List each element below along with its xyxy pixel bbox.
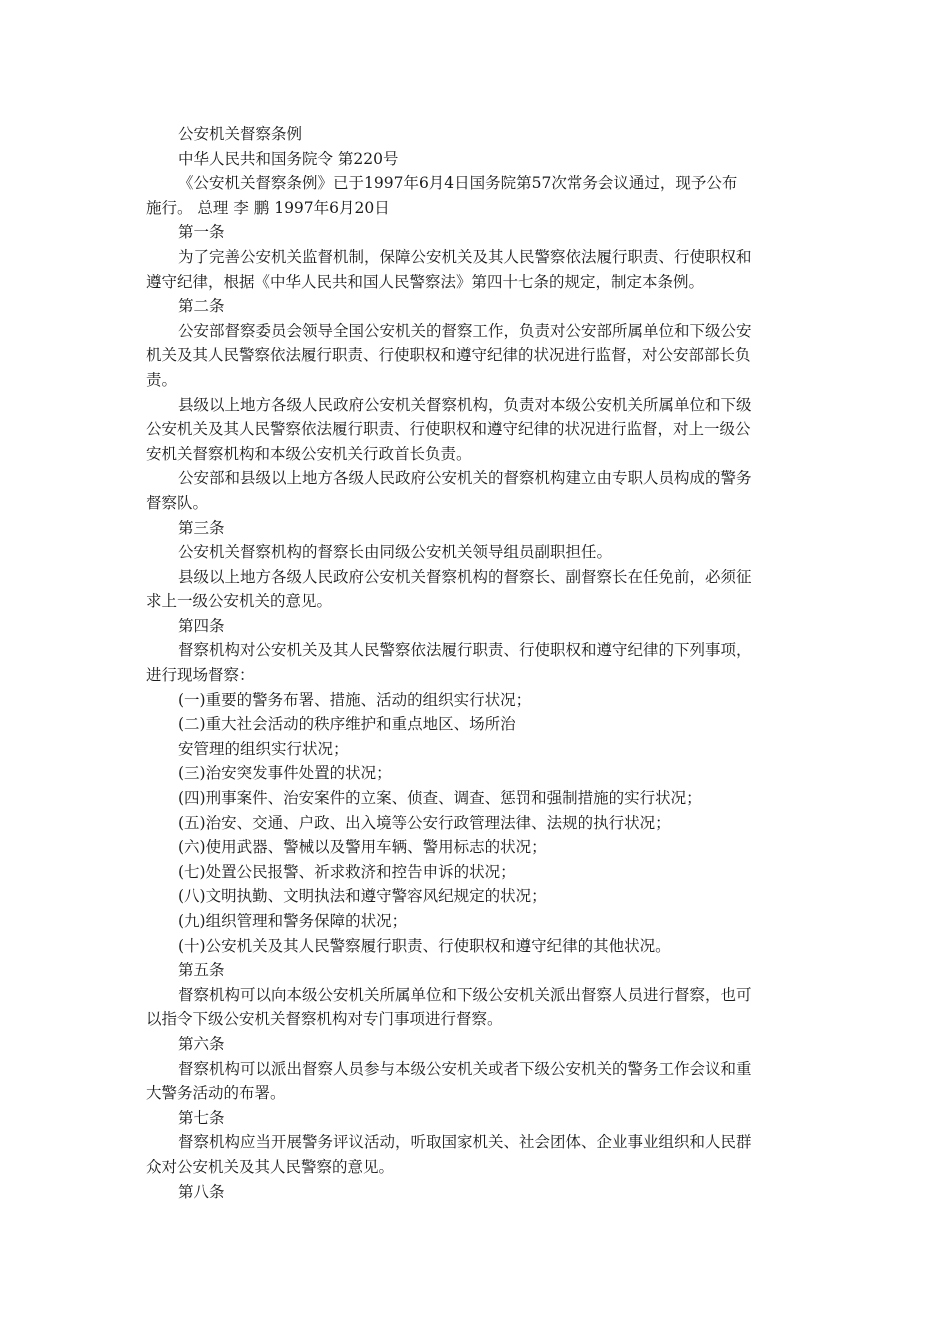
text-line: 第一条	[178, 223, 225, 242]
text-line: 求上一级公安机关的意见。	[146, 592, 333, 611]
text-line: 大警务活动的布署。	[146, 1084, 286, 1103]
text-line: 第六条	[178, 1034, 225, 1053]
text-line: 以指令下级公安机关督察机构对专门事项进行督察。	[146, 1010, 503, 1029]
text-line: (十)公安机关及其人民警察履行职责、行使职权和遵守纪律的其他状况。	[178, 936, 671, 955]
text-line: (五)治安、交通、户政、出入境等公安行政管理法律、法规的执行状况；	[178, 813, 671, 832]
text-line: 《公安机关督察条例》已于1997年6月4日国务院第57次常务会议通过，现予公布	[178, 174, 738, 193]
text-line: 安管理的组织实行状况；	[178, 739, 349, 758]
text-line: 督察机构对公安机关及其人民警察依法履行职责、行使职权和遵守纪律的下列事项，	[178, 641, 752, 660]
text-line: (九)组织管理和警务保障的状况；	[178, 912, 408, 930]
text-line: 进行现场督察：	[146, 666, 255, 685]
text-line: 为了完善公安机关监督机制，保障公安机关及其人民警察依法履行职责、行使职权和	[178, 247, 752, 266]
text-line: (六)使用武器、警械以及警用车辆、警用标志的状况；	[178, 838, 547, 857]
text-line: 督察机构可以派出督察人员参与本级公安机关或者下级公安机关的警务工作会议和重	[178, 1059, 752, 1078]
text-line: 第七条	[178, 1108, 225, 1127]
text-line: 公安部督察委员会领导全国公安机关的督察工作，负责对公安部所属单位和下级公安	[178, 321, 752, 340]
text-line: 第四条	[178, 616, 225, 635]
text-line: 督察队。	[146, 493, 209, 512]
text-line: 公安机关督察条例	[178, 125, 303, 143]
text-line: 督察机构可以向本级公安机关所属单位和下级公安机关派出督察人员进行督察，也可	[178, 985, 752, 1004]
text-line: 督察机构应当开展警务评议活动，听取国家机关、社会团体、企业事业组织和人民群	[178, 1133, 752, 1152]
document-body	[146, 122, 802, 1204]
text-line: (三)治安突发事件处置的状况；	[178, 764, 392, 783]
text-line: 第八条	[178, 1182, 225, 1201]
text-line: (八)文明执勤、文明执法和遵守警容风纪规定的状况；	[178, 887, 547, 906]
text-line: 安机关督察机构和本级公安机关行政首长负责。	[146, 444, 472, 463]
text-line: 第二条	[178, 297, 225, 316]
text-line: 县级以上地方各级人民政府公安机关督察机构，负责对本级公安机关所属单位和下级	[178, 395, 752, 414]
text-line: 施行。 总理 李 鹏 1997年6月20日	[146, 198, 390, 217]
text-line: (一)重要的警务布署、措施、活动的组织实行状况；	[178, 690, 532, 709]
text-line: (二)重大社会活动的秩序维护和重点地区、场所治	[178, 715, 516, 734]
text-line: 公安机关及其人民警察依法履行职责、行使职权和遵守纪律的状况进行监督，对上一级公	[146, 420, 751, 439]
text-line: 公安机关督察机构的督察长由同级公安机关领导组员副职担任。	[178, 543, 613, 562]
text-line: 县级以上地方各级人民政府公安机关督察机构的督察长、副督察长在任免前，必须征	[178, 567, 752, 586]
text-line: (七)处置公民报警、祈求救济和控告申诉的状况；	[178, 862, 516, 881]
text-line: 责。	[146, 370, 178, 389]
text-line: 中华人民共和国务院令 第220号	[178, 149, 399, 168]
text-line: 机关及其人民警察依法履行职责、行使职权和遵守纪律的状况进行监督，对公安部部长负	[146, 346, 751, 365]
text-line: 公安部和县级以上地方各级人民政府公安机关的督察机构建立由专职人员构成的警务	[178, 469, 752, 488]
text-line: (四)刑事案件、治安案件的立案、侦查、调查、惩罚和强制措施的实行状况；	[178, 789, 702, 808]
text-line: 遵守纪律，根据《中华人民共和国人民警察法》第四十七条的规定，制定本条例。	[146, 272, 705, 291]
text-line: 第五条	[178, 961, 225, 980]
text-line: 众对公安机关及其人民警察的意见。	[146, 1157, 395, 1176]
text-line: 第三条	[178, 518, 225, 537]
